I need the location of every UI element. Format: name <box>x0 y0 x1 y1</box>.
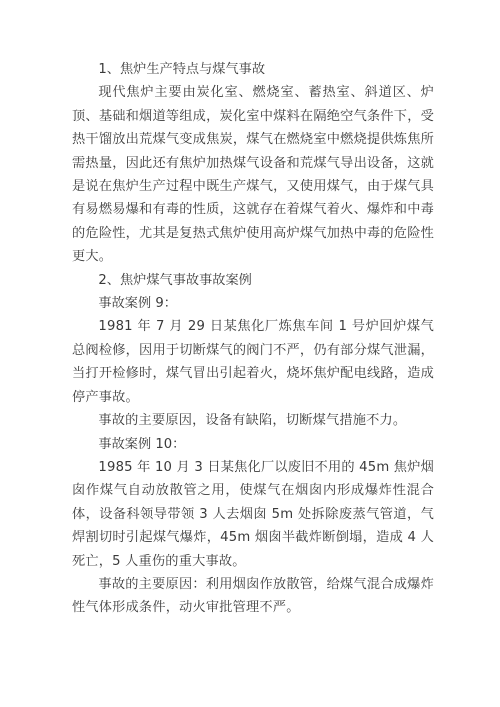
case-10-cause: 事故的主要原因：利用烟囱作放散管，给煤气混合成爆炸性气体形成条件，动火审批管理不严。 <box>72 576 434 616</box>
section-1-heading: 1、焦炉生产特点与煤气事故 <box>98 62 266 77</box>
case-10-title: 事故案例 10： <box>98 436 186 452</box>
case-9-cause: 事故的主要原因，设备有缺陷，切断煤气措施不力。 <box>98 413 407 429</box>
document-page <box>72 58 434 620</box>
case-9-paragraph: 1981 年 7 月 29 日某焦化厂炼焦车间 1 号炉回炉煤气总阀检修，因用于切断煤气的阀门不严，仍有部分煤气泄漏，当打开检修时，煤气冒出引起着火，烧坏焦炉配电线路，造成停产事故。 <box>72 319 434 405</box>
case-10-paragraph: 1985 年 10 月 3 日某焦化厂以废旧不用的 45m 焦炉烟囱作煤气自动放散管之用，使煤气在烟囱内形成爆炸性混合体，设备科领导带领 3 人去烟囱 5m 处拆除废蒸气管道，气焊割切时引起煤气爆炸，45m 烟囱半截炸断倒塌，造成 4 人死亡，5 人重伤的重大事故。 <box>72 459 434 569</box>
section-2-heading: 2、焦炉煤气事故事故案例 <box>98 272 252 288</box>
section-1-paragraph: 现代焦炉主要由炭化室、燃烧室、蓄热室、斜道区、炉顶、基础和烟道等组成，炭化室中煤料在隔绝空气条件下，受热干馏放出荒煤气变成焦炭，煤气在燃烧室中燃烧提供炼焦所需热量，因此还有焦炉加热煤气设备和荒煤气导出设备，这就是说在焦炉生产过程中既生产煤气，又使用煤气，由于煤气具有易燃易爆和有毒的性质，这就存在着煤气着火、爆炸和中毒的危险性，尤其是复热式焦炉使用高炉煤气加热中毒的危险性更大。 <box>72 85 434 265</box>
case-9-title: 事故案例 9： <box>98 296 177 312</box>
